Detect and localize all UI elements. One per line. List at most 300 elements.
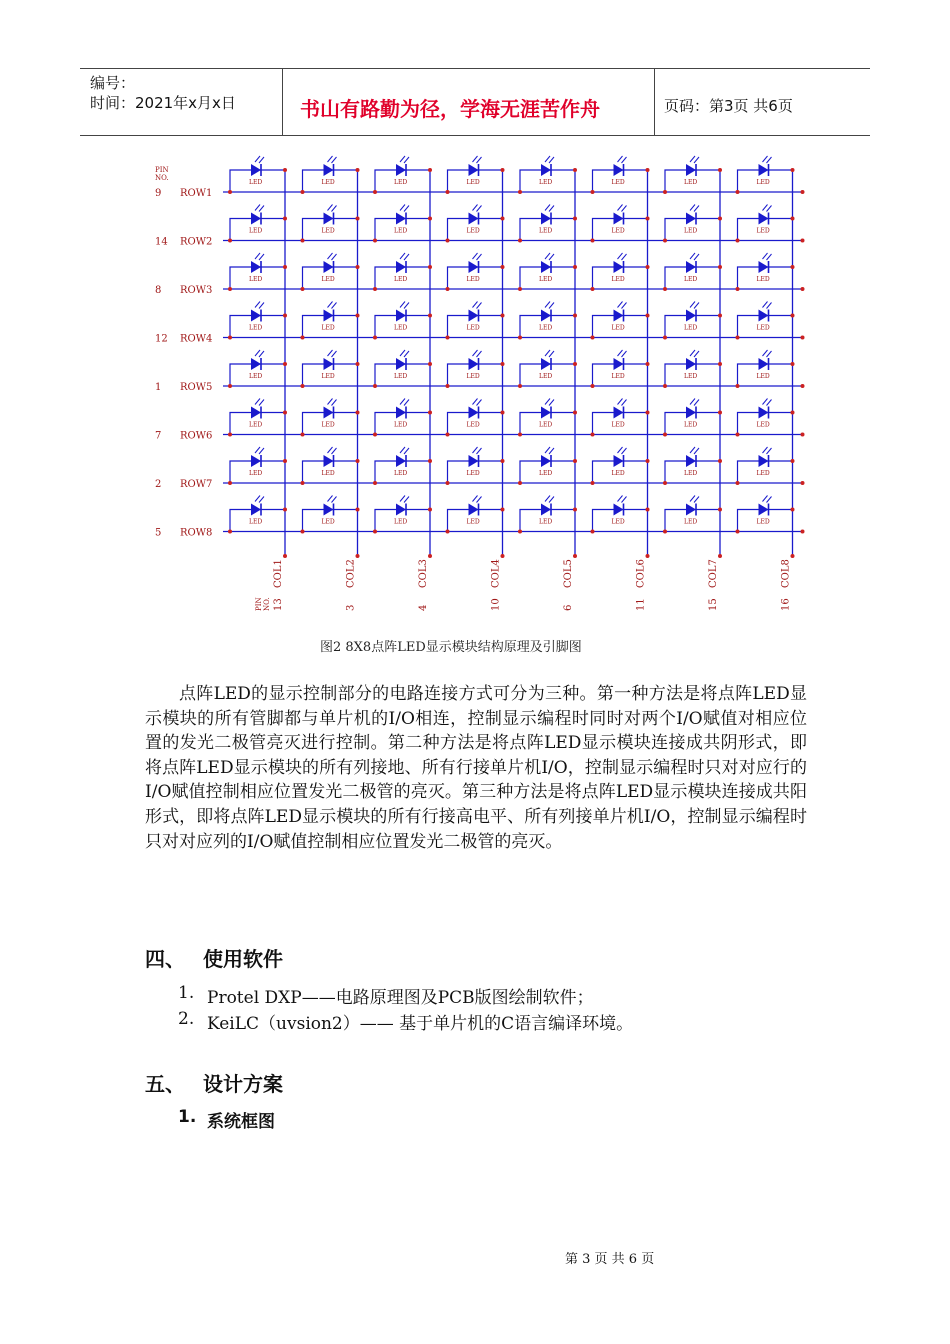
row-junction xyxy=(736,481,740,485)
led-label: LED xyxy=(321,373,335,380)
led-label: LED xyxy=(539,470,553,477)
led-label: LED xyxy=(466,373,480,380)
row-junction xyxy=(301,336,305,340)
led-arrow xyxy=(690,350,695,356)
led-arrow xyxy=(332,254,337,260)
row-label: ROW2 xyxy=(180,236,213,248)
led-diode-icon xyxy=(396,358,406,370)
row-junction xyxy=(518,190,522,194)
row-junction xyxy=(373,481,377,485)
row-end-node xyxy=(801,190,805,194)
led-diode-icon xyxy=(251,164,261,176)
col-junction xyxy=(791,314,795,318)
led-arrow xyxy=(400,447,405,453)
col-junction xyxy=(791,508,795,512)
row-junction xyxy=(518,287,522,291)
col-junction xyxy=(428,459,432,463)
section5-number: 五、 xyxy=(145,1072,185,1096)
led-arrow xyxy=(690,205,695,211)
col-junction xyxy=(646,459,650,463)
led-diode-icon xyxy=(614,504,624,516)
row-junction xyxy=(663,530,667,534)
led-cell xyxy=(228,253,287,291)
led-diode-icon xyxy=(759,358,769,370)
col-junction xyxy=(283,265,287,269)
led-arrow xyxy=(618,496,623,502)
col-junction xyxy=(573,265,577,269)
col-pin-number: 13 xyxy=(273,598,284,611)
led-cell xyxy=(591,205,650,243)
led-diode-icon xyxy=(251,407,261,419)
led-cell xyxy=(301,302,360,340)
led-arrow xyxy=(477,448,482,454)
led-label: LED xyxy=(321,179,335,186)
led-label: LED xyxy=(539,276,553,283)
col-end-node xyxy=(646,554,650,558)
header-top-rule xyxy=(80,68,870,69)
led-label: LED xyxy=(466,227,480,235)
col-junction xyxy=(283,411,287,415)
led-label: LED xyxy=(321,276,335,283)
col-junction xyxy=(428,217,432,221)
led-arrow xyxy=(328,253,333,259)
col-junction xyxy=(428,508,432,512)
header-divider-left xyxy=(282,68,283,136)
led-cell xyxy=(446,156,505,194)
section5-sub-number: 1. xyxy=(178,1107,197,1127)
led-arrow xyxy=(767,254,772,260)
led-label: LED xyxy=(539,518,553,526)
led-arrow xyxy=(255,205,260,211)
row-junction xyxy=(301,433,305,437)
led-label: LED xyxy=(249,421,263,429)
row-junction xyxy=(663,336,667,340)
led-diode-icon xyxy=(686,358,696,370)
led-arrow xyxy=(622,254,627,260)
row-junction xyxy=(591,336,595,340)
led-arrow xyxy=(690,399,695,405)
led-cell xyxy=(373,496,432,534)
col-end-node xyxy=(791,554,795,558)
led-diode-icon xyxy=(324,213,334,225)
row-pin-number: 5 xyxy=(155,527,162,539)
row-junction xyxy=(373,530,377,534)
led-label: LED xyxy=(321,518,335,526)
led-label: LED xyxy=(466,470,480,477)
led-arrow xyxy=(767,206,772,212)
led-cell xyxy=(518,496,577,534)
section4-item-2-num: 2. xyxy=(178,1009,195,1029)
led-diode-icon xyxy=(686,261,696,273)
led-cell xyxy=(591,496,650,534)
col-label: COL5 xyxy=(563,559,574,588)
led-arrow xyxy=(694,448,699,454)
led-arrow xyxy=(400,399,405,405)
led-arrow xyxy=(767,303,772,309)
led-diode-icon xyxy=(251,358,261,370)
led-arrow xyxy=(618,253,623,259)
led-arrow xyxy=(259,400,264,406)
led-label: LED xyxy=(249,324,263,332)
led-arrow xyxy=(404,351,409,357)
row-junction xyxy=(518,433,522,437)
led-diode-icon xyxy=(396,407,406,419)
row-junction xyxy=(518,336,522,340)
led-label: LED xyxy=(321,324,335,332)
col-junction xyxy=(428,168,432,172)
col-junction xyxy=(573,314,577,318)
led-diode-icon xyxy=(324,455,334,467)
col-end-node xyxy=(573,554,577,558)
header-serial-label: 编号： xyxy=(90,74,136,92)
led-cell xyxy=(446,302,505,340)
header-bottom-rule xyxy=(80,135,870,136)
led-arrow xyxy=(694,206,699,212)
led-cell xyxy=(373,302,432,340)
led-diode-icon xyxy=(614,455,624,467)
led-cell xyxy=(373,156,432,194)
section4-item-2-text: KeiLC（uvsion2）—— 基于单片机的C语言编译环境。 xyxy=(207,1014,634,1034)
led-arrow xyxy=(328,205,333,211)
led-arrow xyxy=(545,253,550,259)
col-junction xyxy=(646,217,650,221)
led-diode-icon xyxy=(541,310,551,322)
led-arrow xyxy=(477,400,482,406)
led-diode-icon xyxy=(686,310,696,322)
led-arrow xyxy=(473,350,478,356)
led-label: LED xyxy=(466,324,480,332)
led-diode-icon xyxy=(251,310,261,322)
header-time-label: 时间：2021年x月x日 xyxy=(90,94,236,112)
col-end-node xyxy=(501,554,505,558)
led-diode-icon xyxy=(469,455,479,467)
led-label: LED xyxy=(684,324,698,332)
row-junction xyxy=(663,190,667,194)
col-junction xyxy=(646,265,650,269)
led-arrow xyxy=(328,302,333,308)
led-arrow xyxy=(404,448,409,454)
led-label: LED xyxy=(394,227,408,235)
led-arrow xyxy=(328,350,333,356)
col-junction xyxy=(283,217,287,221)
led-arrow xyxy=(690,253,695,259)
led-diode-icon xyxy=(759,504,769,516)
section4-number: 四、 xyxy=(145,947,185,971)
led-arrow xyxy=(255,496,260,502)
led-diode-icon xyxy=(396,164,406,176)
led-cell xyxy=(663,447,722,485)
led-cell xyxy=(228,350,287,388)
col-junction xyxy=(573,411,577,415)
led-arrow xyxy=(545,205,550,211)
led-arrow xyxy=(694,303,699,309)
led-arrow xyxy=(404,206,409,212)
led-cell xyxy=(228,205,287,243)
col-junction xyxy=(718,217,722,221)
row-junction xyxy=(736,530,740,534)
led-diode-icon xyxy=(251,261,261,273)
row-junction xyxy=(446,530,450,534)
col-junction xyxy=(718,508,722,512)
row-junction xyxy=(228,239,232,243)
led-arrow xyxy=(477,303,482,309)
led-arrow xyxy=(622,303,627,309)
row-end-node xyxy=(801,239,805,243)
led-arrow xyxy=(618,205,623,211)
col-pin-header-2: NO. xyxy=(263,597,271,611)
led-label: LED xyxy=(539,421,553,429)
led-cell xyxy=(663,205,722,243)
led-cell xyxy=(591,399,650,437)
led-arrow xyxy=(618,447,623,453)
led-cell xyxy=(301,253,360,291)
led-diode-icon xyxy=(614,407,624,419)
led-arrow xyxy=(763,253,768,259)
led-cell xyxy=(736,253,795,291)
col-junction xyxy=(283,459,287,463)
col-junction xyxy=(791,265,795,269)
row-junction xyxy=(663,384,667,388)
header-motto: 书山有路勤为径，学海无涯苦作舟 xyxy=(300,97,600,121)
led-cell xyxy=(446,350,505,388)
section5-title: 设计方案 xyxy=(203,1072,283,1096)
led-arrow xyxy=(255,447,260,453)
led-arrow xyxy=(477,157,482,163)
body-paragraph: 点阵LED的显示控制部分的电路连接方式可分为三种。第一种方法是将点阵LED显示模块的所有管脚都与单片机的I/O相连，控制显示编程时同时对两个I/O赋值对相应位置的发光二极管亮灭进行控制。第二种方法是将点阵LED显示模块连接成共阴形式，即将点阵LED显示模块的所有列接地、所有行接单片机I/O，控制显示编程时只对对应行的I/O赋值控制相应位置发光二极管的亮灭。第三种方法是将点阵LED显示模块连接成共阳形式，即将点阵LED显示模块的所有行接高电平、所有列接单片机I/O，控制显示编程时只对对应列的I/O赋值控制相应位置发光二极管的亮灭。 xyxy=(145,684,807,852)
col-junction xyxy=(718,314,722,318)
led-arrow xyxy=(763,205,768,211)
led-arrow xyxy=(255,350,260,356)
led-arrow xyxy=(618,156,623,162)
row-junction xyxy=(446,384,450,388)
led-label: LED xyxy=(394,373,408,380)
led-arrow xyxy=(477,206,482,212)
led-cell xyxy=(446,496,505,534)
led-cell xyxy=(446,205,505,243)
led-label: LED xyxy=(611,373,625,380)
row-label: ROW1 xyxy=(180,188,213,199)
led-diode-icon xyxy=(541,504,551,516)
led-arrow xyxy=(328,156,333,162)
led-diode-icon xyxy=(541,261,551,273)
col-pin-number: 3 xyxy=(345,604,357,611)
col-label: COL2 xyxy=(345,559,357,588)
col-junction xyxy=(718,459,722,463)
led-cell xyxy=(373,253,432,291)
row-junction xyxy=(228,481,232,485)
led-label: LED xyxy=(756,179,770,186)
led-label: LED xyxy=(684,227,698,235)
col-label: COL6 xyxy=(635,559,647,588)
led-arrow xyxy=(763,399,768,405)
led-arrow xyxy=(618,399,623,405)
led-label: LED xyxy=(394,179,408,186)
col-junction xyxy=(501,217,505,221)
led-cell xyxy=(663,302,722,340)
led-label: LED xyxy=(539,179,553,186)
col-junction xyxy=(718,168,722,172)
col-pin-number: 6 xyxy=(563,604,574,611)
led-arrow xyxy=(473,496,478,502)
led-diode-icon xyxy=(469,213,479,225)
led-arrow xyxy=(473,253,478,259)
row-junction xyxy=(301,190,305,194)
col-junction xyxy=(501,508,505,512)
led-arrow xyxy=(767,351,772,357)
col-junction xyxy=(791,168,795,172)
led-diode-icon xyxy=(686,213,696,225)
led-arrow xyxy=(690,447,695,453)
row-end-node xyxy=(801,287,805,291)
led-cell xyxy=(301,350,360,388)
led-arrow xyxy=(404,497,409,503)
led-arrow xyxy=(477,497,482,503)
led-cell xyxy=(518,399,577,437)
col-junction xyxy=(573,459,577,463)
led-arrow xyxy=(622,448,627,454)
led-label: LED xyxy=(466,518,480,526)
led-diode-icon xyxy=(396,310,406,322)
col-junction xyxy=(791,362,795,366)
led-diode-icon xyxy=(469,407,479,419)
led-arrow xyxy=(618,350,623,356)
col-pin-number: 10 xyxy=(490,598,502,611)
led-cell xyxy=(228,496,287,534)
led-diode-icon xyxy=(541,407,551,419)
led-cell xyxy=(736,447,795,485)
col-junction xyxy=(356,508,360,512)
col-pin-number: 16 xyxy=(780,598,792,611)
led-diode-icon xyxy=(396,504,406,516)
header-page-label: 页码：第3页 共6页 xyxy=(664,97,793,115)
col-junction xyxy=(791,459,795,463)
row-junction xyxy=(373,239,377,243)
led-cell xyxy=(446,447,505,485)
col-junction xyxy=(428,265,432,269)
led-arrow xyxy=(332,497,337,503)
led-cell xyxy=(301,205,360,243)
led-label: LED xyxy=(249,276,263,283)
col-junction xyxy=(573,362,577,366)
led-label: LED xyxy=(466,179,480,186)
led-label: LED xyxy=(321,421,335,429)
led-label: LED xyxy=(394,276,408,283)
row-junction xyxy=(446,239,450,243)
led-label: LED xyxy=(394,518,408,526)
row-pin-number: 12 xyxy=(155,333,168,345)
row-pin-header: PIN xyxy=(155,166,169,174)
col-pin-header: PIN xyxy=(255,597,263,611)
led-arrow xyxy=(694,254,699,260)
row-junction xyxy=(301,384,305,388)
led-arrow xyxy=(404,157,409,163)
led-label: LED xyxy=(684,421,698,429)
led-diode-icon xyxy=(324,504,334,516)
row-junction xyxy=(663,287,667,291)
led-diode-icon xyxy=(469,310,479,322)
led-cell xyxy=(301,156,360,194)
led-label: LED xyxy=(611,324,625,332)
led-label: LED xyxy=(611,276,625,283)
col-junction xyxy=(356,168,360,172)
led-label: LED xyxy=(684,470,698,477)
row-junction xyxy=(591,239,595,243)
led-label: LED xyxy=(539,227,553,235)
section4-title: 使用软件 xyxy=(203,947,283,971)
row-junction xyxy=(301,239,305,243)
led-label: LED xyxy=(756,373,770,380)
led-label: LED xyxy=(249,518,263,526)
col-pin-number: 4 xyxy=(418,604,429,611)
row-label: ROW3 xyxy=(180,285,213,296)
led-label: LED xyxy=(611,518,625,526)
led-arrow xyxy=(473,447,478,453)
col-label: COL4 xyxy=(490,559,502,588)
header-divider-right xyxy=(654,68,655,136)
col-junction xyxy=(573,168,577,172)
col-junction xyxy=(501,168,505,172)
row-pin-number: 2 xyxy=(155,479,162,490)
col-junction xyxy=(501,362,505,366)
led-arrow xyxy=(404,400,409,406)
row-junction xyxy=(736,239,740,243)
col-junction xyxy=(646,314,650,318)
row-junction xyxy=(518,384,522,388)
row-junction xyxy=(736,287,740,291)
col-label: COL3 xyxy=(418,559,429,588)
led-arrow xyxy=(763,156,768,162)
led-cell xyxy=(301,399,360,437)
led-label: LED xyxy=(466,421,480,429)
row-junction xyxy=(591,190,595,194)
col-end-node xyxy=(718,554,722,558)
led-cell xyxy=(373,350,432,388)
led-diode-icon xyxy=(396,455,406,467)
row-junction xyxy=(228,336,232,340)
led-diode-icon xyxy=(251,213,261,225)
led-arrow xyxy=(259,351,264,357)
led-diode-icon xyxy=(324,164,334,176)
led-cell xyxy=(301,496,360,534)
led-cell xyxy=(663,399,722,437)
led-arrow xyxy=(694,400,699,406)
led-cell xyxy=(446,399,505,437)
col-junction xyxy=(428,362,432,366)
led-arrow xyxy=(477,254,482,260)
led-arrow xyxy=(622,351,627,357)
row-label: ROW6 xyxy=(180,430,213,442)
row-junction xyxy=(663,239,667,243)
led-cell xyxy=(591,253,650,291)
col-junction xyxy=(283,362,287,366)
row-junction xyxy=(301,481,305,485)
col-junction xyxy=(646,411,650,415)
section5-sub-title: 系统框图 xyxy=(207,1112,275,1132)
led-diode-icon xyxy=(541,358,551,370)
col-junction xyxy=(428,411,432,415)
row-junction xyxy=(518,239,522,243)
col-junction xyxy=(718,362,722,366)
col-end-node xyxy=(428,554,432,558)
led-arrow xyxy=(763,496,768,502)
led-diode-icon xyxy=(759,310,769,322)
col-junction xyxy=(356,265,360,269)
col-junction xyxy=(646,168,650,172)
col-junction xyxy=(428,314,432,318)
col-junction xyxy=(356,362,360,366)
col-junction xyxy=(283,508,287,512)
led-label: LED xyxy=(756,470,770,477)
